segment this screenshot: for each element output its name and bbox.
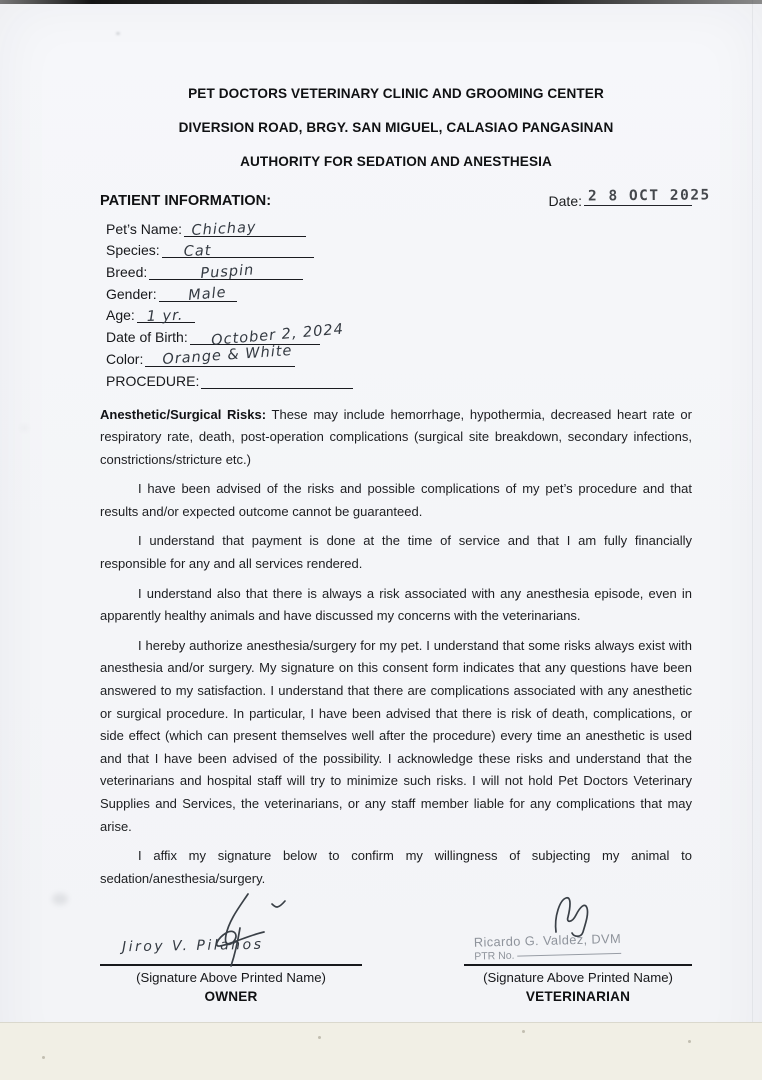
signature-section — [100, 898, 692, 1004]
ptr-underline — [517, 953, 621, 957]
clinic-address: DIVERSION ROAD, BRGY. SAN MIGUEL, CALASIAO PANGASINAN — [178, 120, 614, 135]
paper-speck — [522, 1030, 525, 1033]
document-header — [100, 86, 692, 169]
form-title: AUTHORITY FOR SEDATION AND ANESTHESIA — [240, 154, 552, 169]
field-breed — [106, 258, 692, 283]
veterinarian-signature-line — [464, 964, 692, 966]
paper-speck — [42, 1056, 45, 1059]
field-age — [106, 302, 692, 324]
field-underline — [137, 305, 195, 326]
date-stamp: 2 8 OCT 2025 — [587, 187, 711, 205]
consent-paragraph: I understand that payment is done at the time of service and that I am fully financially responsible for any and all services rendered. — [100, 533, 692, 572]
veterinarian-role-label: VETERINARIAN — [525, 989, 631, 1005]
paper-smudge — [116, 32, 120, 35]
owner-signature-block — [100, 898, 362, 1004]
field-underline — [149, 262, 303, 283]
field-label: Age: — [106, 307, 135, 324]
patient-info-header-row — [100, 187, 711, 209]
veterinarian-signature-caption: (Signature Above Printed Name) — [483, 970, 673, 986]
date-label: Date: — [548, 193, 582, 209]
field-label: Gender: — [106, 285, 157, 302]
scan-edge-top — [0, 0, 762, 4]
owner-handwritten-name: Jiroy V. Pilanos — [121, 937, 264, 956]
handwritten-value: Chichay — [191, 219, 257, 239]
consent-paragraph: I hereby authorize anesthesia/surgery for my pet. I understand that some risks always exist with anesthesia and/or surgery. My signature on this consent form indicates that any questions have been answered to my satisfaction. I understand that there are complications associated with any anesthetic or surgical procedure. In particular, I have been advised that there is risk of death, complications, or side effect (which can present themselves well after the procedure) every time an anesthetic is used and that I have been advised of the possibility. I acknowledge these risks and understand that the veterinarians and hospital staff will try to minimize such risks. I will not hold Pet Doctors Veterinary Supplies and Services, the veterinarians, or any staff member liable for any complications that may arise. — [100, 637, 692, 834]
consent-paragraph: I understand also that there is always a risk associated with any anesthesia episode, even in apparently healthy animals and have discussed my concerns with the veterinarians. — [100, 585, 692, 624]
consent-paragraph: I affix my signature below to confirm my willingness of subjecting my animal to sedation/anesthesia/surgery. — [100, 848, 692, 886]
field-procedure — [106, 367, 692, 389]
handwritten-value: Orange & White — [162, 342, 294, 368]
field-underline — [159, 284, 237, 302]
scanner-background-strip — [0, 1022, 762, 1080]
date-field — [548, 187, 711, 209]
field-underline — [184, 219, 306, 237]
date-underline — [584, 187, 711, 206]
paper-speck — [318, 1036, 321, 1039]
veterinarian-stamp — [474, 930, 685, 963]
owner-signature-caption: (Signature Above Printed Name) — [136, 970, 326, 986]
handwritten-value: 1 yr. — [146, 308, 184, 326]
handwritten-value: October 2, 2024 — [210, 321, 345, 350]
veterinarian-signature-block — [464, 898, 692, 1004]
field-label: Pet’s Name: — [106, 220, 182, 237]
handwritten-value: Cat — [183, 243, 212, 261]
risks-text: These may include hemorrhage, hypothermia, decreased heart rate or respiratory rate, death, post-operation complications (surgical site breakdown, secondary infections, constrictions/stricture etc.) — [100, 406, 692, 467]
field-label: PROCEDURE: — [106, 372, 200, 389]
handwritten-value: Puspin — [200, 262, 256, 283]
paper-smudge — [22, 426, 27, 430]
field-species — [106, 237, 692, 259]
handwritten-value: Male — [187, 284, 227, 304]
field-label: Date of Birth: — [106, 329, 188, 346]
owner-signature-scribble — [188, 890, 308, 968]
consent-paragraph: I have been advised of the risks and possible complications of my pet’s procedure and that results and/or expected outcome cannot be guaranteed. — [100, 481, 692, 519]
field-underline — [145, 342, 295, 368]
patient-information-title: PATIENT INFORMATION: — [100, 193, 272, 209]
field-underline — [190, 321, 345, 350]
risks-label: Anesthetic/Surgical Risks: — [100, 406, 267, 422]
paper-speck — [688, 1040, 691, 1043]
patient-fields — [106, 215, 692, 389]
field-color — [106, 342, 692, 368]
clinic-name: PET DOCTORS VETERINARY CLINIC AND GROOMING CENTER — [188, 86, 604, 101]
veterinarian-stamp-name: Ricardo G. Valdez, DVM — [473, 931, 622, 951]
field-pets-name — [106, 215, 692, 237]
field-label: Species: — [106, 242, 160, 259]
paper-smudge — [52, 893, 68, 905]
field-gender — [106, 280, 692, 302]
owner-role-label: OWNER — [204, 989, 258, 1005]
field-label: Color: — [106, 350, 144, 367]
field-label: Breed: — [106, 264, 148, 281]
document-content — [100, 86, 711, 1005]
risks-paragraph — [100, 404, 692, 472]
ptr-label-text: PTR No. — [474, 950, 515, 964]
paper-fold-line — [752, 0, 753, 1022]
field-date-of-birth — [106, 321, 692, 350]
field-underline — [162, 240, 314, 261]
field-underline — [201, 371, 353, 389]
